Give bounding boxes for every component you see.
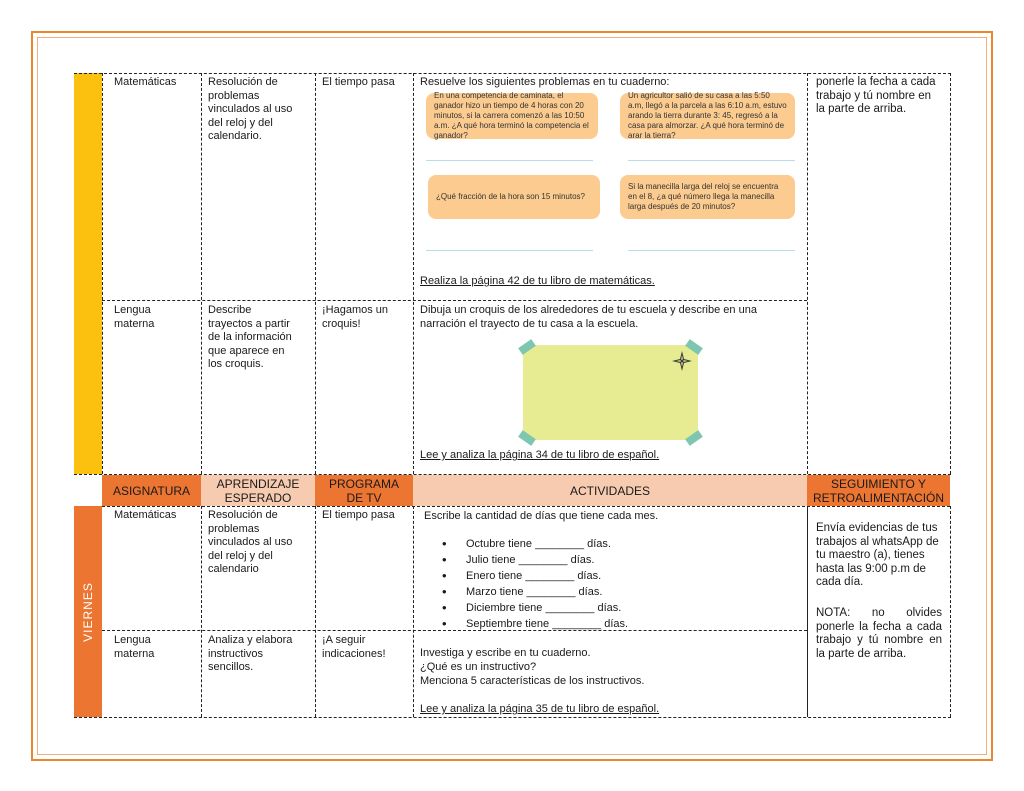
subject-cell: Matemáticas <box>114 76 177 88</box>
expected-learning-cell: Analiza y elabora instructivos sencillos. <box>208 634 293 673</box>
header-expected-learning: APRENDIZAJE ESPERADO <box>201 475 315 506</box>
expected-learning-cell: Resolución de problemas vinculados al uso del reloj y del calendario <box>208 509 293 575</box>
list-item: • Enero tiene ________ días. <box>442 568 628 584</box>
subject-cell: Lengua materna <box>114 304 155 330</box>
activity-footer-link[interactable]: Lee y analiza la página 35 de tu libro de español. <box>420 703 660 715</box>
grid-line <box>315 73 316 474</box>
day-bar-friday <box>74 506 102 717</box>
header-tv-program: PROGRAMA DE TV <box>315 475 413 506</box>
answer-line <box>426 250 593 251</box>
activity-intro: Resuelve los siguientes problemas en tu cuaderno: <box>420 76 670 88</box>
answer-line <box>628 250 795 251</box>
list-item: • Octubre tiene ________ días. <box>442 536 628 552</box>
day-label: VIERNES <box>81 581 95 642</box>
problem-text: ¿Qué fracción de la hora son 15 minutos? <box>436 192 585 201</box>
problem-box-1 <box>426 93 598 139</box>
followup-cell: ponerle la fecha a cada trabajo y tú nombre en la parte de arriba. <box>816 76 936 115</box>
problem-box-2 <box>620 93 795 139</box>
tv-program-cell: El tiempo pasa <box>322 76 395 88</box>
problem-box-4 <box>620 175 795 219</box>
grid-line <box>102 73 103 474</box>
expected-learning-cell: Resolución de problemas vinculados al uso del reloj y del calendario. <box>208 76 293 142</box>
header-followup: SEGUIMIENTO Y RETROALIMENTACIÓN <box>807 475 950 506</box>
activity-footer-link[interactable]: Realiza la página 42 de tu libro de matemáticas. <box>420 275 655 287</box>
months-list <box>442 536 628 632</box>
grid-line <box>807 506 808 717</box>
grid-line <box>950 73 951 474</box>
answer-line <box>628 160 795 161</box>
activity-intro: Escribe la cantidad de días que tiene cada mes. <box>424 510 659 522</box>
list-item: • Septiembre tiene ________ días. <box>442 616 628 632</box>
list-item: • Marzo tiene ________ días. <box>442 584 628 600</box>
followup-note: NOTA: no olvides ponerle la fecha a cada trabajo y tú nombre en la parte de arriba. <box>816 607 942 660</box>
list-item: • Diciembre tiene ________ días. <box>442 600 628 616</box>
activity-line: Menciona 5 características de los instructivos. <box>420 675 645 687</box>
activity-line: ¿Qué es un instructivo? <box>420 661 537 673</box>
subject-cell: Lengua materna <box>114 634 155 660</box>
grid-line <box>102 300 807 301</box>
grid-line <box>950 506 951 717</box>
tv-program-cell: El tiempo pasa <box>322 509 395 521</box>
tv-program-cell: ¡Hagamos un croquis! <box>322 304 389 330</box>
compass-rose-icon <box>672 351 692 371</box>
problem-text: En una competencia de caminata, el ganador hizo un tiempo de 4 horas con 20 minutos, si la carrera comenzó a las 10:50 a.m. ¿A qué hora terminó la competencia el ganador? <box>434 91 589 140</box>
grid-line <box>315 506 316 717</box>
problem-text: Si la manecilla larga del reloj se encuentra en el 8, ¿a qué número llega la manecilla larga después de 20 minutos? <box>628 182 779 211</box>
grid-line <box>807 73 808 474</box>
subject-cell: Matemáticas <box>114 509 177 521</box>
tv-program-cell: ¡A seguir indicaciones! <box>322 634 386 660</box>
answer-line <box>426 160 593 161</box>
problem-text: Un agricultor salió de su casa a las 5:50 a.m, llegó a la parcela a las 6:10 a.m, estuvo arando la tierra durante 3: 45, regresó a la casa para almorzar. ¿A qué hora terminó de arar la tierra? <box>628 91 787 140</box>
activity-footer-link[interactable]: Lee y analiza la página 34 de tu libro de español. <box>420 449 660 461</box>
followup-evidence: Envía evidencias de tus trabajos al whatsApp de tu maestro (a), tienes hasta las 9:00 p.m de cada día. <box>816 522 939 588</box>
expected-learning-cell: Describe trayectos a partir de la información que aparece en los croquis. <box>208 304 292 370</box>
day-bar-top <box>74 73 102 474</box>
header-activities: ACTIVIDADES <box>413 475 807 506</box>
list-item: • Julio tiene ________ días. <box>442 552 628 568</box>
header-subject: ASIGNATURA <box>102 475 201 506</box>
sketch-paper-image <box>523 345 698 440</box>
problem-box-3 <box>428 175 600 219</box>
activity-intro: Dibuja un croquis de los alrededores de tu escuela y describe en una narración el trayecto de tu casa a la escuela. <box>420 304 757 330</box>
activity-line: Investiga y escribe en tu cuaderno. <box>420 647 591 659</box>
